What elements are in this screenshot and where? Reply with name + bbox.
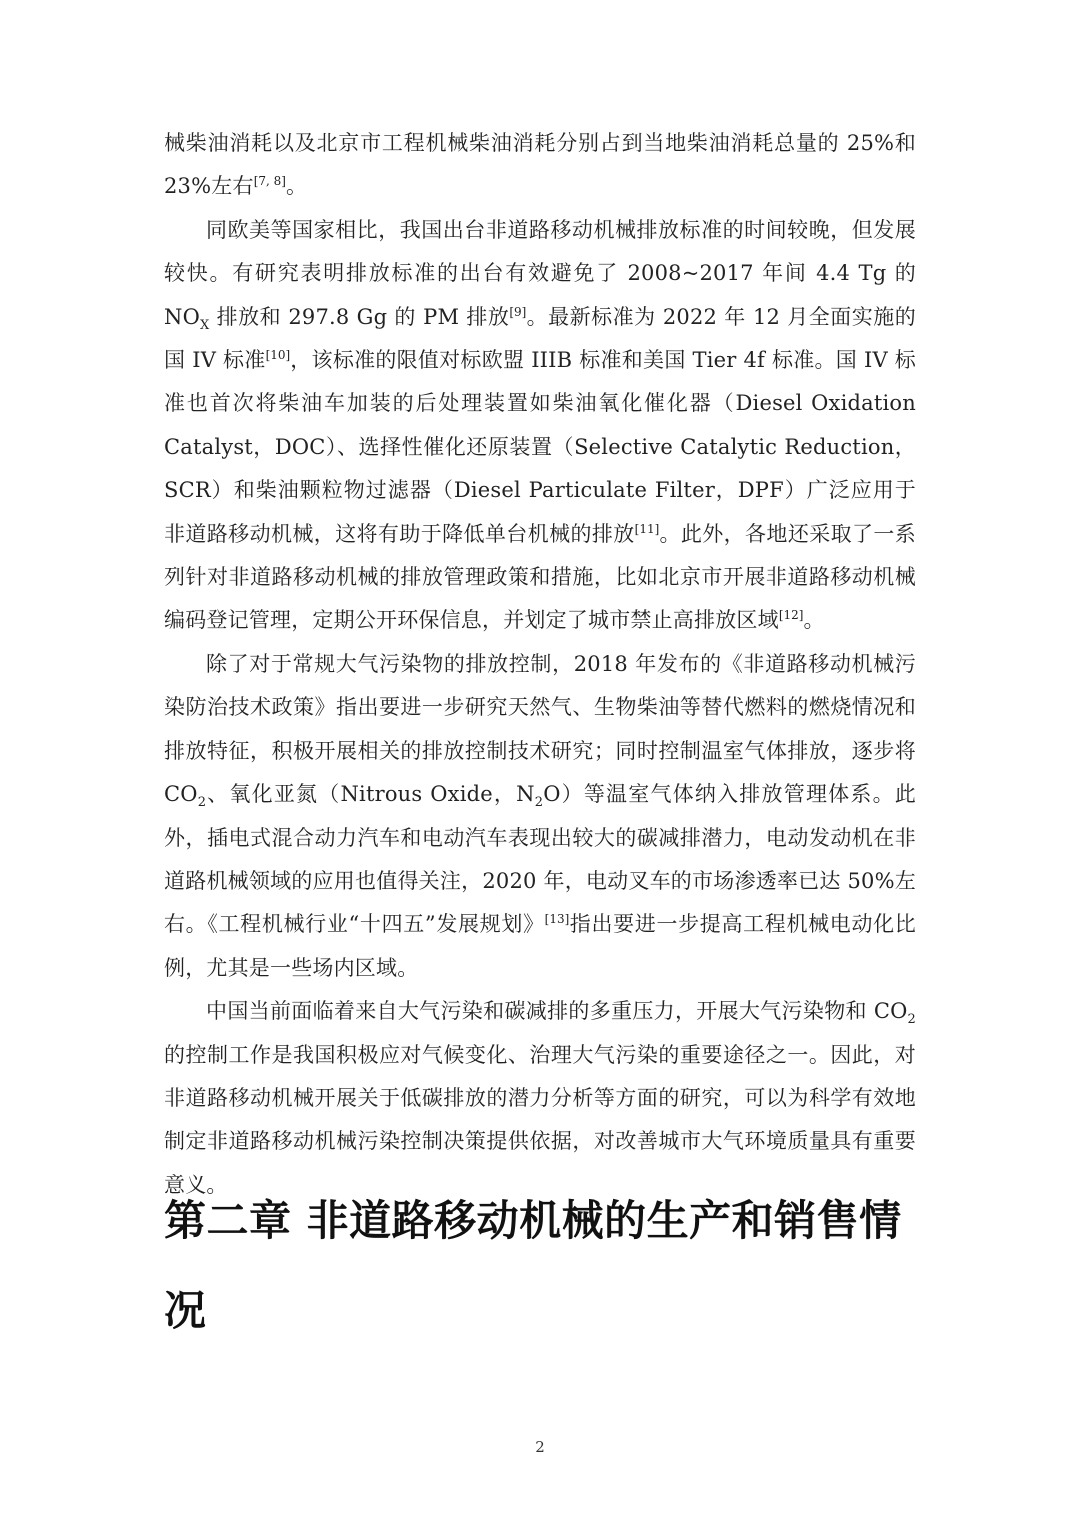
text-run: 排放和 297.8 Gg 的 PM 排放 (209, 304, 510, 329)
citation-ref: [9] (509, 304, 527, 319)
text-run: 同欧美等国家相比，我国出台非道路移动机械排放标准的时间较晚，但发展较快。有研究表明排放标准的出台有效避免了 2008~2017 年间 4.4 Tg 的 NO (164, 217, 916, 329)
citation-ref: [12] (778, 608, 804, 623)
text-run: 。此外，各地还采取了一系列针对非道路移动机械的排放管理政策和措施，比如北京市开展非道路移动机械编码登记管理，定期公开环保信息，并划定了城市禁止高排放区域 (164, 521, 916, 633)
text-run: 。最新标准为 2022 年 12 月全面实施的国 IV 标准 (164, 304, 916, 373)
text-run: 、氧化亚氮（Nitrous Oxide，N (206, 782, 535, 807)
chapter-heading: 第二章 非道路移动机械的生产和销售情况 (164, 1196, 902, 1335)
paragraph (164, 122, 916, 209)
subscript: 2 (907, 1012, 916, 1028)
text-run: 除了对于常规大气污染物的排放控制，2018 年发布的《非道路移动机械污染防治技术政策》指出要进一步研究天然气、生物柴油等替代燃料的燃烧情况和排放特征，积极开展相关的排放控制技术研究；同时控制温室气体排放，逐步将 CO (164, 651, 916, 807)
paragraph (164, 990, 916, 1207)
paragraph (164, 643, 916, 990)
citation-ref: [11] (634, 521, 660, 536)
subscript: 2 (534, 795, 544, 811)
page-number: 2 (535, 1438, 545, 1456)
body-text (164, 122, 916, 1207)
citation-ref: [13] (544, 912, 570, 927)
text-run: 。 (285, 174, 308, 199)
citation-ref: [10] (265, 348, 291, 363)
text-run: 指出要进一步提高工程机械电动化比例，尤其是一些场内区域。 (164, 912, 916, 980)
subscript: 2 (197, 795, 207, 811)
text-run: 。 (803, 608, 825, 633)
subscript: X (200, 317, 210, 333)
paragraph (164, 209, 916, 643)
text-run: O）等温室气体纳入排放管理体系。此外，插电式混合动力汽车和电动汽车表现出较大的碳减排潜力，电动发动机在非道路机械领域的应用也值得关注，2020 年，电动叉车的市场渗透率已达 50%左右。《工程机械行业“十四五”发展规划》 (164, 782, 916, 937)
text-run: 中国当前面临着来自大气污染和碳减排的多重压力，开展大气污染物和 CO (206, 999, 908, 1024)
text-run: ，该标准的限值对标欧盟 IIIB 标准和美国 Tier 4f 标准。国 IV 标准也首次将柴油车加装的后处理装置如柴油氧化催化器（Diesel Oxidation Catalyst，DOC）、选择性催化还原装置（Selective Catalytic Reduction，SCR）和柴油颗粒物过滤器（Diesel Particulate Filter，DPF）广泛应用于非道路移动机械，这将有助于降低单台机械的排放 (164, 348, 916, 546)
text-run: 械柴油消耗以及北京市工程机械柴油消耗分别占到当地柴油消耗总量的 25%和 23%左右 (164, 131, 916, 199)
text-run: 的控制工作是我国积极应对气候变化、治理大气污染的重要途径之一。因此，对非道路移动机械开展关于低碳排放的潜力分析等方面的研究，可以为科学有效地制定非道路移动机械污染控制决策提供依据，对改善城市大气环境质量具有重要意义。 (164, 1042, 916, 1197)
citation-ref: [7, 8] (253, 174, 286, 189)
